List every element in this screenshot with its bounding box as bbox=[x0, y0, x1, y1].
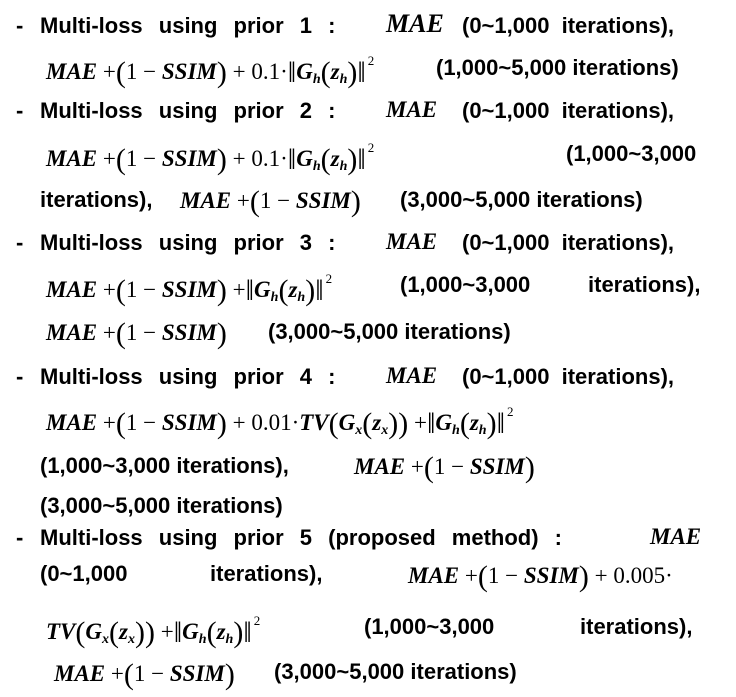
range-text: iterations), bbox=[210, 561, 323, 586]
formula-prior-5-part2: $TV(G_x(z_x))$ $+‖G_h(z_h)‖$ $^2$ bbox=[46, 613, 261, 649]
range-text: iterations), bbox=[40, 187, 153, 212]
formula-mae-ssim: MAE +(1 − SSIM) bbox=[180, 185, 361, 218]
formula-prior-1: MAE +(1 − SSIM) + $0.1\cdot‖G_h(z_h)‖$ $^2$ bbox=[46, 53, 375, 89]
range-text: (3,000~5,000 iterations) bbox=[268, 319, 511, 344]
range-text: (0~1,000 iterations), bbox=[462, 98, 675, 123]
prior-5-heading: Multi-loss using prior 5 (proposed method) : bbox=[40, 525, 562, 550]
formula-mae-ssim: MAE +(1 − SSIM) bbox=[54, 658, 235, 691]
range-text: (0~1,000 bbox=[40, 561, 128, 586]
formula-prior-5-part1: MAE +(1 − SSIM) + 0.005· bbox=[408, 560, 673, 593]
bullet-dash: - bbox=[16, 13, 24, 38]
bullet-dash: - bbox=[16, 98, 24, 123]
range-text: (1,000~3,000 bbox=[364, 614, 495, 639]
range-text: iterations), bbox=[588, 272, 701, 297]
formula-mae: MAE bbox=[650, 524, 702, 549]
bullet-dash: - bbox=[16, 525, 24, 550]
formula-prior-4: MAE +(1 − SSIM) + $0.01\cdot TV(G_x(z_x))$ $+‖G_h(z_h)‖$ $^2$ bbox=[46, 404, 514, 440]
formula-prior-2: MAE +(1 − SSIM) + $0.1\cdot‖G_h(z_h)‖$ $^2$ bbox=[46, 140, 375, 176]
formula-mae: MAE bbox=[386, 363, 438, 388]
formula-mae: MAE bbox=[386, 229, 438, 254]
range-text: (3,000~5,000 iterations) bbox=[274, 659, 517, 684]
formula-mae-ssim: MAE +(1 − SSIM) bbox=[354, 451, 535, 484]
range-text: (1,000~5,000 iterations) bbox=[436, 55, 679, 80]
formula-mae: MAE bbox=[386, 9, 444, 38]
range-text: iterations), bbox=[580, 614, 693, 639]
prior-4-heading: Multi-loss using prior 4 : bbox=[40, 364, 336, 389]
range-text: (0~1,000 iterations), bbox=[462, 230, 675, 255]
formula-mae: MAE bbox=[386, 97, 438, 122]
range-text: (1,000~3,000 bbox=[566, 141, 697, 166]
bullet-dash: - bbox=[16, 230, 24, 255]
formula-mae-ssim: MAE +(1 − SSIM) bbox=[46, 317, 227, 350]
prior-2-heading: Multi-loss using prior 2 : bbox=[40, 98, 336, 123]
range-text: (0~1,000 iterations), bbox=[462, 364, 675, 389]
range-text: (1,000~3,000 iterations), bbox=[40, 453, 289, 478]
range-text: (3,000~5,000 iterations) bbox=[400, 187, 643, 212]
range-text: (0~1,000 iterations), bbox=[462, 13, 675, 38]
prior-3-heading: Multi-loss using prior 3 : bbox=[40, 230, 336, 255]
range-text: (1,000~3,000 bbox=[400, 272, 531, 297]
bullet-dash: - bbox=[16, 364, 24, 389]
prior-1-heading: Multi-loss using prior 1 : bbox=[40, 13, 336, 38]
range-text: (3,000~5,000 iterations) bbox=[40, 493, 283, 518]
formula-prior-3: MAE +(1 − SSIM) $+‖G_h(z_h)‖$ $^2$ bbox=[46, 271, 333, 307]
